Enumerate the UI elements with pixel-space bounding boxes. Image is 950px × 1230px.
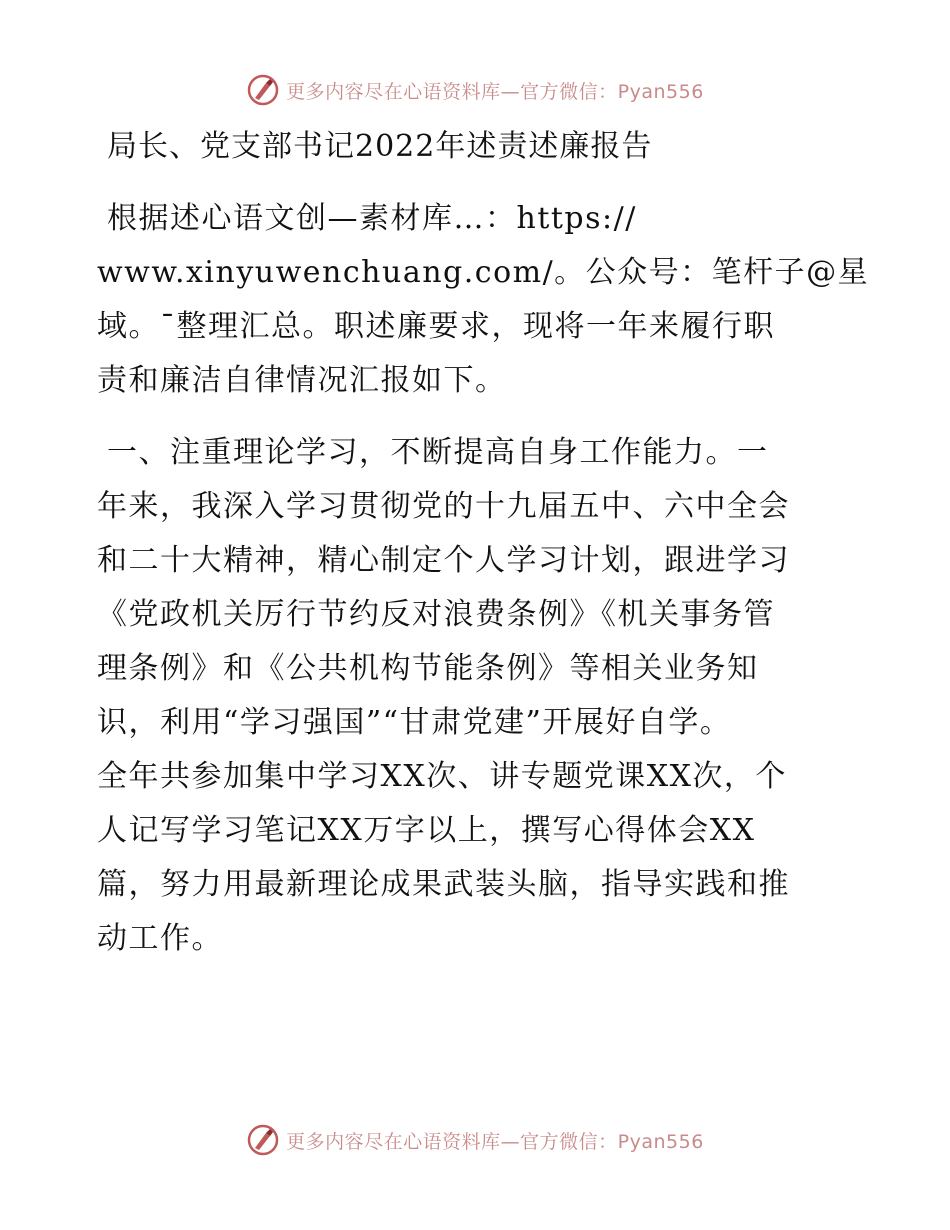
- section-line: 一、注重理论学习，不断提高自身工作能力。一: [107, 435, 769, 470]
- header-watermark: [0, 70, 950, 110]
- watermark-site: 更多内容尽在心语资料库: [286, 1130, 501, 1153]
- section-line: 篇，努力用最新理论成果武装头脑，指导实践和推: [97, 867, 790, 902]
- pen-logo-icon: [246, 1123, 280, 1157]
- intro-line: 责和廉洁自律情况汇报如下。: [97, 363, 507, 398]
- watermark-text: [286, 77, 704, 104]
- watermark-dash: —: [500, 80, 521, 103]
- intro-line: 域。¯整理汇总。职述廉要求，现将一年来履行职: [97, 309, 775, 344]
- document-title: 局长、党支部书记2022年述责述廉报告: [107, 129, 653, 164]
- section-line: 识，利用“学习强国”“甘肃党建”开展好自学。: [97, 705, 732, 740]
- footer-watermark: [0, 1120, 950, 1160]
- intro-paragraph: [97, 192, 870, 408]
- watermark-text: [286, 1127, 704, 1154]
- section-line: 年来，我深入学习贯彻党的十九届五中、六中全会: [97, 489, 790, 524]
- section-1-paragraph: [97, 426, 857, 966]
- watermark-contact: 官方微信：Pyan556: [520, 80, 704, 103]
- document-body: [97, 120, 870, 966]
- section-line: 动工作。: [97, 921, 223, 956]
- intro-line: www.xinyuwenchuang.com/。公众号：笔杆子@星: [97, 255, 870, 290]
- watermark-contact: 官方微信：Pyan556: [520, 1130, 704, 1153]
- watermark-site: 更多内容尽在心语资料库: [286, 80, 501, 103]
- watermark-dash: —: [500, 1130, 521, 1153]
- intro-line: 根据述心语文创—素材库…：https://: [107, 201, 637, 236]
- section-line: 理条例》和《公共机构节能条例》等相关业务知: [97, 651, 759, 686]
- section-line: 《党政机关厉行节约反对浪费条例》《机关事务管: [97, 597, 775, 632]
- pen-logo-icon: [246, 73, 280, 107]
- section-line: 全年共参加集中学习XX次、讲专题党课XX次，个: [97, 759, 787, 794]
- section-line: 和二十大精神，精心制定个人学习计划，跟进学习: [97, 543, 790, 578]
- section-line: 人记写学习笔记XX万字以上，撰写心得体会XX: [97, 813, 756, 848]
